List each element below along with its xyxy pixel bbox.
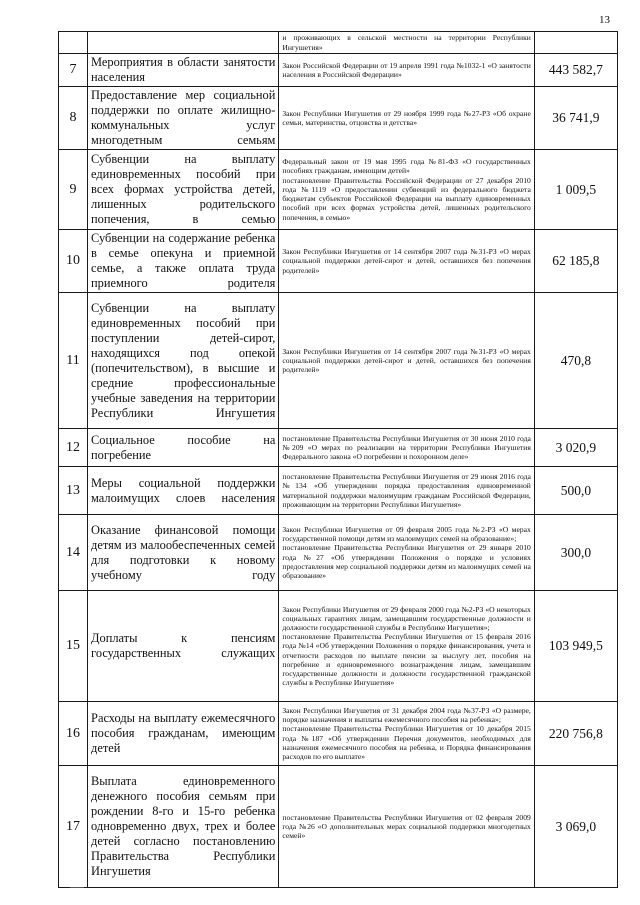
amount: 500,0 [534, 467, 617, 515]
legal-basis: и проживающих в сельской местности на территории Республики Ингушетия» [279, 32, 534, 54]
legal-basis: Закон Республики Ингушетия от 09 февраля 2005 года №2-РЗ «О мерах государственной помощи детям из малоимущих семей на образование»; постановление Правительства Республики Ингушетия от 29 января 2010 года №27 «Об утверждении Положения о порядке и условиях предоставления мер социальной поддержки детям из малоимущих семей на образование» [279, 515, 534, 591]
footer-mark [70, 887, 84, 888]
amount: 300,0 [534, 515, 617, 591]
row-number: 9 [59, 150, 88, 230]
amount: 62 185,8 [534, 230, 617, 293]
legal-basis: постановление Правительства Республики Ингушетия от 30 июня 2010 года №209 «О мерах по реализации на территории Республики Ингушетия Федерального закона «О погребении и похоронном деле» [279, 429, 534, 467]
amount: 470,8 [534, 293, 617, 429]
expense-name [88, 32, 279, 54]
expense-name: Выплата единовременного денежного пособия семьям при рождении 8-го и 15-го ребенка одновременно двух, трех и более детей согласно постановлению Правительства Республики Ингушетия [88, 766, 279, 888]
table-row [59, 32, 618, 54]
legal-basis: Закон Республики Ингушетия от 29 ноября 1999 года №27-РЗ «Об охране семьи, материнства, отцовства и детства» [279, 87, 534, 150]
expense-name: Субвенции на выплату единовременных пособий при всех формах устройства детей, лишенных родительского попечения, в семью [88, 150, 279, 230]
table-row [59, 591, 618, 702]
expense-name: Расходы на выплату ежемесячного пособия гражданам, имеющим детей [88, 702, 279, 766]
expense-name: Меры социальной поддержки малоимущих слоев населения [88, 467, 279, 515]
row-number [59, 32, 88, 54]
table-row [59, 150, 618, 230]
legal-basis: Закон Республики Ингушетия от 14 сентября 2007 года №31-РЗ «О мерах социальной поддержки детей-сирот и детей, оставшихся без попечения родителей» [279, 293, 534, 429]
row-number: 17 [59, 766, 88, 888]
row-number: 13 [59, 467, 88, 515]
amount: 36 741,9 [534, 87, 617, 150]
table-row [59, 702, 618, 766]
amount: 220 756,8 [534, 702, 617, 766]
expense-name: Предоставление мер социальной поддержки по оплате жилищно-коммунальных услуг многодетным семьям [88, 87, 279, 150]
legal-basis: Федеральный закон от 19 мая 1995 года №81-ФЗ «О государственных пособиях гражданам, имеющим детей» постановление Правительства Российской Федерации от 27 декабря 2010 года №1119 «О предоставлении субвенций из федерального бюджета бюджетам субъектов Российской Федерации на выплату единовременных пособий при всех формах устройства детей, лишенных родительского попечения, в семью» [279, 150, 534, 230]
row-number: 14 [59, 515, 88, 591]
legal-basis: Закон Республики Ингушетия от 14 сентября 2007 года №31-РЗ «О мерах социальной поддержки детей-сирот и детей, оставшихся без попечения родителей» [279, 230, 534, 293]
table-row [59, 766, 618, 888]
table-row [59, 230, 618, 293]
legal-basis: постановление Правительства Республики Ингушетия от 02 февраля 2009 года №26 «О дополнительных мерах социальной поддержки многодетных семей» [279, 766, 534, 888]
expense-name: Доплаты к пенсиям государственных служащих [88, 591, 279, 702]
row-number: 7 [59, 54, 88, 87]
expense-name: Социальное пособие на погребение [88, 429, 279, 467]
row-number: 15 [59, 591, 88, 702]
legal-basis: Закон Республики Ингушетия от 31 декабря 2004 года №37-РЗ «О размере, порядке назначения и выплаты ежемесячного пособия на ребенка»; постановление Правительства Республики Ингушетия от 10 декабря 2015 года №187 «Об утверждении Перечня документов, необходимых для назначения ежемесячного пособия на ребенка, и Порядка финансирования расходов по его выплате» [279, 702, 534, 766]
table-row [59, 54, 618, 87]
amount: 3 069,0 [534, 766, 617, 888]
table-row [59, 429, 618, 467]
row-number: 10 [59, 230, 88, 293]
row-number: 16 [59, 702, 88, 766]
expense-name: Субвенции на выплату единовременных пособий при поступлении детей-сирот, находящихся под опекой (попечительством), в высшие и средние профессиональные учебные заведения на территории Республики Ингушетия [88, 293, 279, 429]
table-row [59, 467, 618, 515]
legal-basis: постановление Правительства Республики Ингушетия от 29 июня 2016 года №134 «Об утверждении порядка предоставления единовременной материальной поддержки малоимущим гражданам Российской Федерации, проживающим на территории Республики Ингушетия» [279, 467, 534, 515]
row-number: 8 [59, 87, 88, 150]
row-number: 12 [59, 429, 88, 467]
row-number: 11 [59, 293, 88, 429]
table-row [59, 87, 618, 150]
expense-name: Оказание финансовой помощи детям из малообеспеченных семей для подготовки к новому учебному году [88, 515, 279, 591]
table-row [59, 515, 618, 591]
budget-table [58, 31, 618, 888]
expense-name: Мероприятия в области занятости населения [88, 54, 279, 87]
page-number: 13 [599, 14, 610, 26]
amount [534, 32, 617, 54]
amount: 3 020,9 [534, 429, 617, 467]
legal-basis: Закон Российской Федерации от 19 апреля 1991 года №1032-1 «О занятости населения в Российской Федерации» [279, 54, 534, 87]
amount: 103 949,5 [534, 591, 617, 702]
table-row [59, 293, 618, 429]
legal-basis: Закон Республики Ингушетия от 29 февраля 2000 года №2-РЗ «О некоторых социальных гарантиях лицам, замещавшим государственные должности и должности государственной службы в Республике Ингушетия»; постановление Правительства Республики Ингушетия от 15 февраля 2016 года №14 «Об утверждении Положения о порядке финансирования, учета и отчетности расходов по выплате пенсии за выслугу лет, пособия на погребение и единовременного вознаграждения лицам, замещавшим государственные должности и должности государственной гражданской службы в Республике Ингушетия» [279, 591, 534, 702]
amount: 1 009,5 [534, 150, 617, 230]
amount: 443 582,7 [534, 54, 617, 87]
expense-name: Субвенции на содержание ребенка в семье опекуна и приемной семье, а также оплата труда приемного родителя [88, 230, 279, 293]
